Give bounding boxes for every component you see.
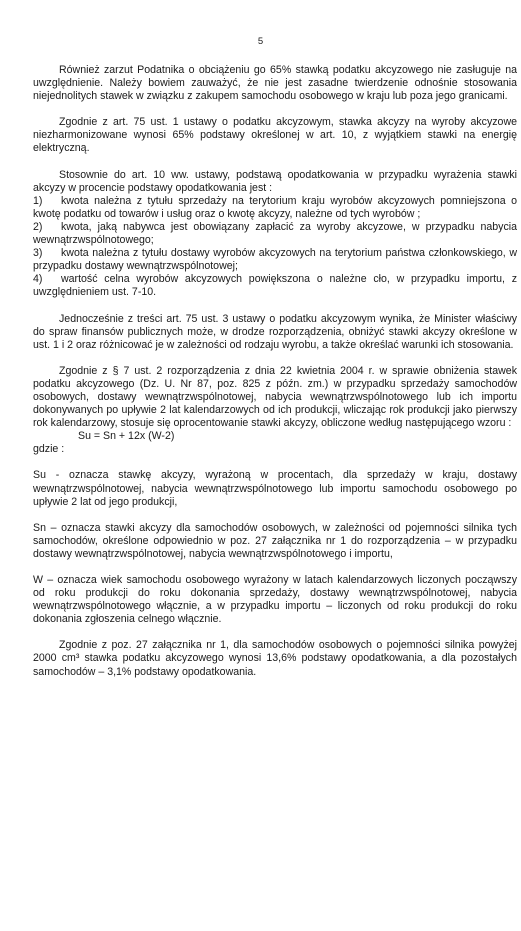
list-item-number: 4) xyxy=(33,273,43,286)
list-item-text: kwota należna z tytułu sprzedaży na terytorium kraju wyrobów akcyzowych pomniejszona o kwotę podatku od towarów i usług oraz o kwotę akcyzy, należne od tych wyrobów ; xyxy=(33,194,517,220)
list-item xyxy=(33,195,517,221)
list-item-text: kwota należna z tytułu dostawy wyrobów akcyzowych na terytorium państwa członkowskiego, w przypadku dostawy wewnątrzwspólnotowej; xyxy=(33,247,517,273)
list-item xyxy=(33,221,517,247)
paragraph-art-75-ust-3: Jednocześnie z treści art. 75 ust. 3 ustawy o podatku akcyzowym wynika, że Minister właściwy do spraw finansów publicznych może, w drodze rozporządzenia, obniżyć stawki akcyzy określone w ust. 1 i 2 oraz różnicować je w zależności od rodzaju wyrobu, a także określać warunki ich stosowania. xyxy=(33,312,517,351)
list-item-text: kwota, jaką nabywca jest obowiązany zapłacić za wyroby akcyzowe, w przypadku nabycia wewnątrzwspólnotowego; xyxy=(33,220,517,247)
paragraph-annex-27: Zgodnie z poz. 27 załącznika nr 1, dla samochodów osobowych o pojemności silnika powyżej 2000 cm³ stawka podatku akcyzowego wynosi 13,6% podstawy opodatkowania, a dla pozostałych samochodów – 3,1% podstawy opodatkowania. xyxy=(33,639,517,678)
list-item-text: wartość celna wyrobów akcyzowych powiększona o należne cło, w przypadku importu, z uwzględnieniem ust. 7-10. xyxy=(33,273,517,299)
list-item xyxy=(33,273,517,299)
paragraph-art-75: Zgodnie z art. 75 ust. 1 ustawy o podatku akcyzowym, stawka akcyzy na wyroby akcyzowe niezharmonizowane wynosi 65% podstawy określonej w art. 10, z wyjątkiem stawki na energię elektryczną. xyxy=(33,116,517,155)
formula-where-label: gdzie : xyxy=(33,443,65,456)
list-item-number: 3) xyxy=(33,247,43,260)
excise-formula: Su = Sn + 12x (W-2) xyxy=(78,430,175,443)
document-body xyxy=(33,64,517,692)
definition-sn: Sn – oznacza stawki akcyzy dla samochodów osobowych, w zależności od pojemności silnika tych samochodów, określone odpowiednio w poz. 27 załącznika nr 1 do rozporządzenia – w przypadku dostawy wewnątrzwspólnotowej, nabycia wewnątrzwspólnotowego i importu, xyxy=(33,521,517,560)
list-item-number: 1) xyxy=(33,194,43,207)
definition-su: Su - oznacza stawkę akcyzy, wyrażoną w procentach, dla sprzedaży w kraju, dostawy wewnątrzwspólnotowej, nabycia wewnątrzwspólnotowego lub importu samochodu osobowego po upływie 2 lat od jego produkcji, xyxy=(33,469,517,508)
paragraph-art-10-intro: Stosownie do art. 10 ww. ustawy, podstawą opodatkowania w przypadku wyrażenia stawki akcyzy w procencie podstawy opodatkowania jest : xyxy=(33,168,517,194)
page-number: 5 xyxy=(257,36,264,47)
tax-base-list xyxy=(33,195,517,300)
definition-w: W – oznacza wiek samochodu osobowego wyrażony w latach kalendarzowych liczonych począwszy od roku produkcji do roku dokonania sprzedaży, dostawy wewnątrzwspólnotowej, nabycia wewnątrzwspólnotowego włącznie, a w przypadku importu – liczonych od roku produkcji do roku dokonania zgłoszenia celnego włącznie. xyxy=(33,574,517,626)
paragraph-excise-rate-objection: Również zarzut Podatnika o obciążeniu go 65% stawką podatku akcyzowego nie zasługuje na uwzględnienie. Należy bowiem zauważyć, że nie jest zasadne twierdzenie odnośnie stosowania niejednolitych stawek w związku z zakupem samochodu osobowego w kraju lub poza jego granicami. xyxy=(33,64,517,103)
paragraph-regulation-7: Zgodnie z § 7 ust. 2 rozporządzenia z dnia 22 kwietnia 2004 r. w sprawie obniżenia stawek podatku akcyzowego (Dz. U. Nr 87, poz. 825 z późn. zm.) w przypadku sprzedaży samochodów osobowych, dostawy wewnątrzwspólnotowej, nabycia wewnątrzwspólnotowego lub ich importu dokonywanych po upływie 2 lat kalendarzowych od ich produkcji, wliczając rok produkcji jako pierwszy rok kalendarzowy, stosuje się oprocentowanie stawki akcyzy, obliczone według następującego wzoru : xyxy=(33,364,517,430)
list-item-number: 2) xyxy=(33,220,43,233)
list-item xyxy=(33,247,517,273)
